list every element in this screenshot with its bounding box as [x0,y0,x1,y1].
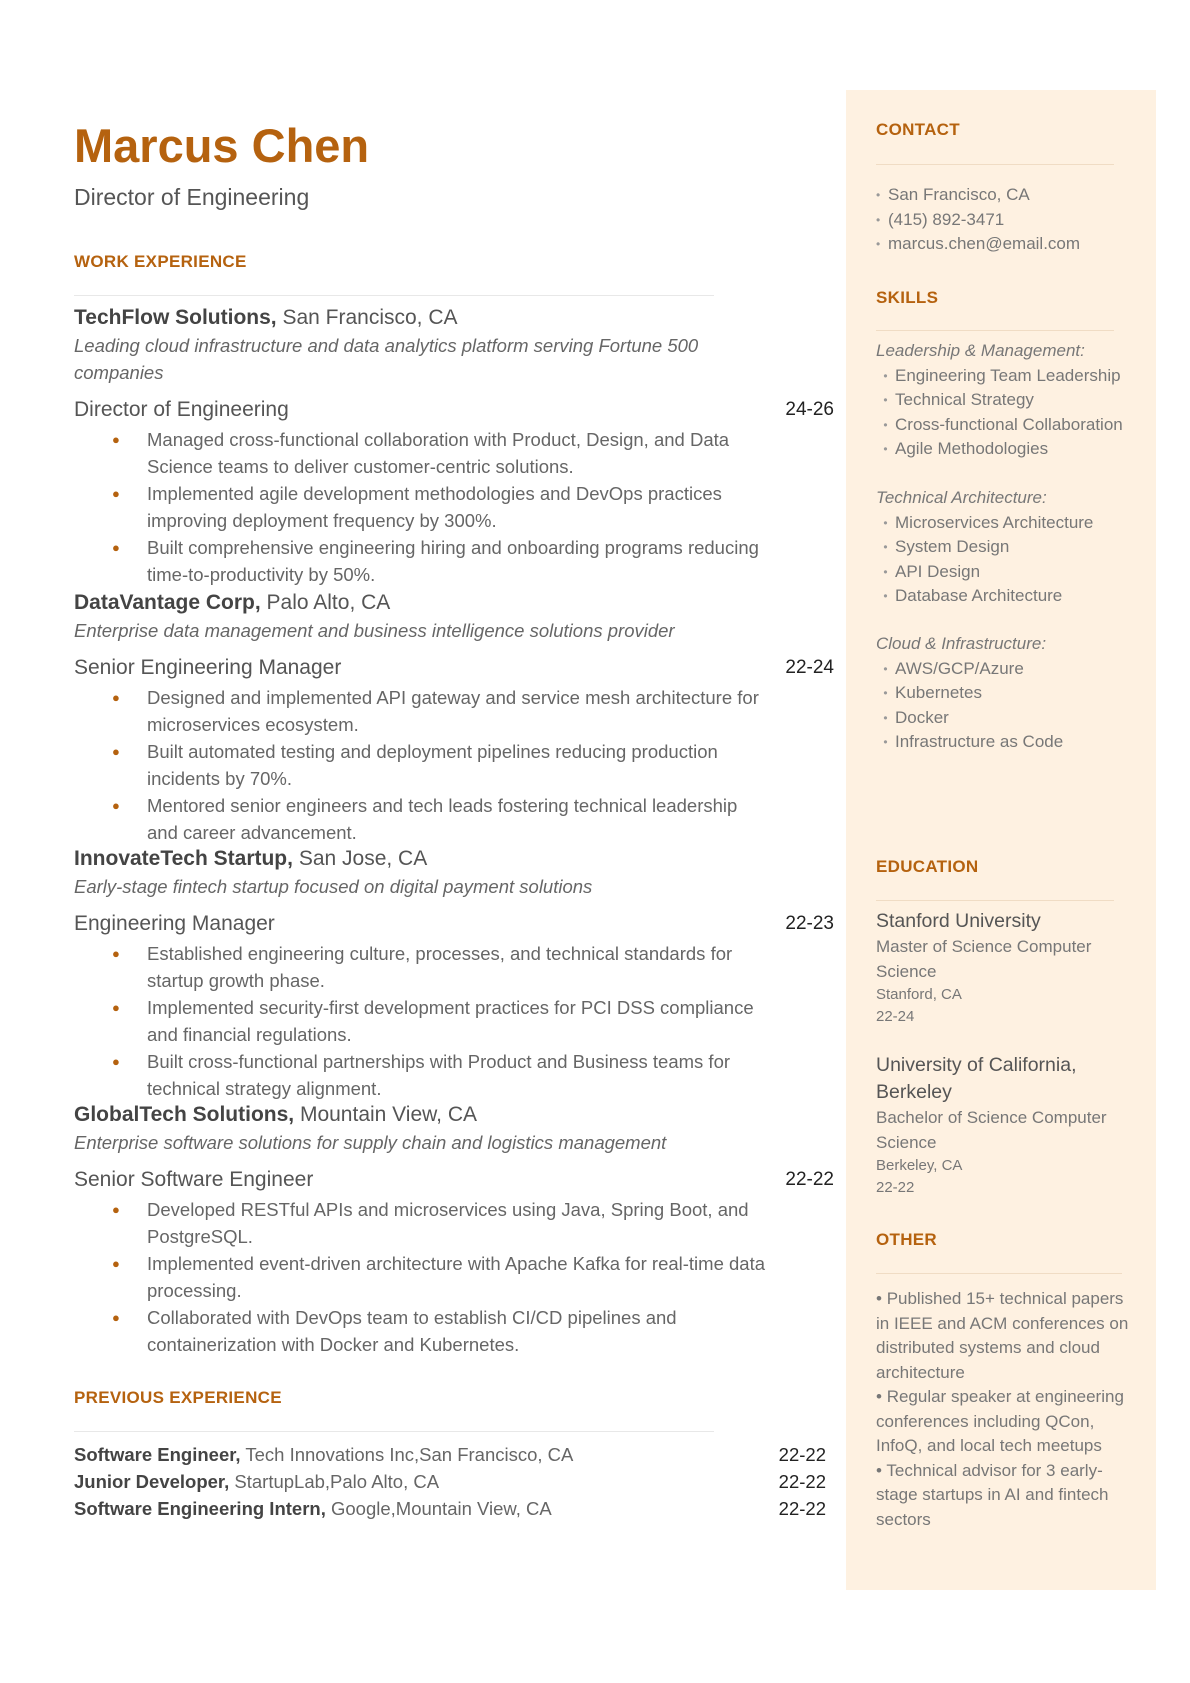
previous-role-detail: Google,Mountain View, CA [325,1498,552,1519]
other-block [876,1287,1130,1532]
job-entry [74,304,834,588]
skill-item: API Design [895,561,981,581]
previous-role-row [74,1495,826,1522]
skills-block [876,486,1132,609]
section-divider [876,330,1114,331]
bullet-icon: • [883,589,888,603]
bullet-icon: • [883,368,888,383]
company-name: GlobalTech Solutions, [74,1103,295,1126]
education-entry [876,1052,1132,1199]
other-item [876,1385,1130,1459]
company-location: Palo Alto, CA [260,591,391,614]
school-name: Stanford University [876,910,1041,932]
achievement-list [74,426,834,588]
role-title: Engineering Manager [74,912,275,935]
other-item [876,1287,1130,1385]
other-item-text: Regular speaker at engineering conferences including QCon, InfoQ, and local tech meetups [876,1387,1124,1455]
other-heading: OTHER [876,1230,937,1249]
previous-role-title: Software Engineering Intern, [74,1498,326,1519]
previous-role-date: 22-22 [778,1498,826,1519]
bullet-icon: • [883,417,888,432]
role-line [74,910,834,938]
company-line [74,845,834,873]
sidebar [846,90,1156,1590]
job-entry [74,845,834,1102]
previous-role-date: 22-22 [778,1471,826,1492]
previous-role-title: Software Engineer, [74,1444,241,1465]
role-line [74,396,834,424]
company-line [74,589,834,617]
skill-item: Engineering Team Leadership [895,365,1121,385]
school-location: Stanford, CA [876,986,962,1003]
section-divider [74,295,714,296]
previous-role-row [74,1441,826,1468]
bullet-icon: • [876,1387,887,1406]
skill-item: System Design [895,537,1010,556]
achievement-item: ● Implemented security-first development practices for PCI DSS compliance and financial regulations. [74,994,767,1048]
company-name: DataVantage Corp, [74,591,261,614]
previous-role-detail: Tech Innovations Inc,San Francisco, CA [240,1444,574,1465]
section-divider [876,1273,1122,1274]
achievement-list [74,1196,834,1358]
skill-item: Infrastructure as Code [895,732,1064,751]
previous-experience-heading: PREVIOUS EXPERIENCE [74,1388,282,1407]
degree: Master of Science Computer Science [876,937,1092,981]
company-description: Enterprise software solutions for supply chain and logistics management [74,1132,667,1153]
achievement-item: ● Collaborated with DevOps team to establish CI/CD pipelines and containerization with Docker and Kubernetes. [74,1304,767,1358]
role-date: 22-22 [785,1169,834,1190]
achievement-item: ● Implemented event-driven architecture with Apache Kafka for real-time data processing. [74,1250,767,1304]
skills-block [876,339,1132,462]
education-heading: EDUCATION [876,857,979,876]
previous-role-detail: StartupLab,Palo Alto, CA [229,1471,440,1492]
achievement-item: ● Built cross-functional partnerships with Product and Business teams for technical strategy alignment. [74,1048,767,1102]
job-entry [74,589,834,846]
role-title: Senior Software Engineer [74,1168,314,1191]
role-line [74,654,834,682]
skill-item: Agile Methodologies [895,439,1049,458]
contact-heading: CONTACT [876,120,960,139]
skill-item: Microservices Architecture [895,512,1094,532]
role-title: Senior Engineering Manager [74,656,342,679]
skill-item: AWS/GCP/Azure [895,658,1024,678]
other-item [876,1459,1130,1533]
achievement-item: ● Designed and implemented API gateway and service mesh architecture for microservices ecosystem. [74,684,767,738]
role-line [74,1166,834,1194]
contact-location: • San Francisco, CA [876,183,1132,208]
section-divider [74,1431,714,1432]
education-entry [876,908,1132,1028]
contact-email: • marcus.chen@email.com [876,232,1132,257]
section-divider [876,164,1114,165]
job-entry [74,1101,834,1358]
bullet-icon: • [876,1289,887,1308]
company-line [74,1101,834,1129]
company-name: TechFlow Solutions, [74,306,277,329]
school-name: University of California, Berkeley [876,1054,1077,1103]
bullet-icon: • [883,442,888,456]
contact-phone: • (415) 892-3471 [876,208,1132,233]
skill-list [876,364,1132,462]
bullet-icon: • [883,686,888,700]
company-description: Enterprise data management and business intelligence solutions provider [74,620,675,641]
section-divider [876,900,1114,901]
education-date: 22-22 [876,1179,915,1196]
contact-list [876,183,1132,257]
role-date: 22-24 [785,657,834,678]
company-name: InnovateTech Startup, [74,847,293,870]
achievement-item: ● Implemented agile development methodologies and DevOps practices improving deployment frequency by 300%. [74,480,767,534]
previous-role-row [74,1468,826,1495]
previous-role-date: 22-22 [778,1444,826,1465]
achievement-list [74,684,834,846]
achievement-item: ● Built comprehensive engineering hiring and onboarding programs reducing time-to-productivity by 50%. [74,534,767,588]
education-date: 22-24 [876,1008,915,1025]
role-title: Director of Engineering [74,398,289,421]
bullet-icon: • [883,540,888,554]
achievement-list [74,940,834,1102]
role-date: 22-23 [785,913,834,934]
bullet-icon: • [883,393,888,407]
contact-block [876,183,1132,257]
skill-list [876,657,1132,755]
company-line [74,304,834,332]
bullet-icon: • [883,735,888,749]
achievement-item: ● Developed RESTful APIs and microservices using Java, Spring Boot, and PostgreSQL. [74,1196,767,1250]
achievement-item: ● Mentored senior engineers and tech leads fostering technical leadership and career advancement. [74,792,767,846]
skill-item: Cross-functional Collaboration [895,414,1123,434]
skill-item: Database Architecture [895,586,1063,605]
company-description: Early-stage fintech startup focused on digital payment solutions [74,876,593,897]
skill-category: Cloud & Infrastructure: [876,634,1047,653]
school-location: Berkeley, CA [876,1157,963,1174]
company-location: Mountain View, CA [294,1103,478,1126]
skills-block [876,632,1132,755]
skill-item: Docker [895,707,949,727]
skill-item: Technical Strategy [895,390,1034,409]
skill-item: Kubernetes [895,683,982,702]
bullet-icon: • [883,710,888,725]
degree: Bachelor of Science Computer Science [876,1108,1107,1152]
previous-role-title: Junior Developer, [74,1471,230,1492]
bullet-icon: • [883,564,888,579]
company-description: Leading cloud infrastructure and data analytics platform serving Fortune 500 companies [74,335,699,383]
skill-category: Leadership & Management: [876,341,1085,360]
candidate-title: Director of Engineering [74,184,310,210]
achievement-item: ● Built automated testing and deployment pipelines reducing production incidents by 70%. [74,738,767,792]
candidate-name: Marcus Chen [74,119,370,172]
company-location: San Jose, CA [292,847,428,870]
role-date: 24-26 [785,399,834,420]
work-experience-heading: WORK EXPERIENCE [74,252,247,271]
other-item-text: Published 15+ technical papers in IEEE and ACM conferences on distributed systems and cloud architecture [876,1289,1129,1382]
achievement-item: ● Managed cross-functional collaboration with Product, Design, and Data Science teams to deliver customer-centric solutions. [74,426,767,480]
skills-heading: SKILLS [876,288,939,307]
skill-list [876,511,1132,609]
other-item-text: Technical advisor for 3 early-stage startups in AI and fintech sectors [876,1460,1109,1529]
company-location: San Francisco, CA [276,306,458,329]
bullet-icon: • [883,661,888,676]
bullet-icon: • [883,515,888,530]
achievement-item: ● Established engineering culture, processes, and technical standards for startup growth phase. [74,940,767,994]
skill-category: Technical Architecture: [876,488,1047,507]
bullet-icon: • [876,1460,887,1480]
